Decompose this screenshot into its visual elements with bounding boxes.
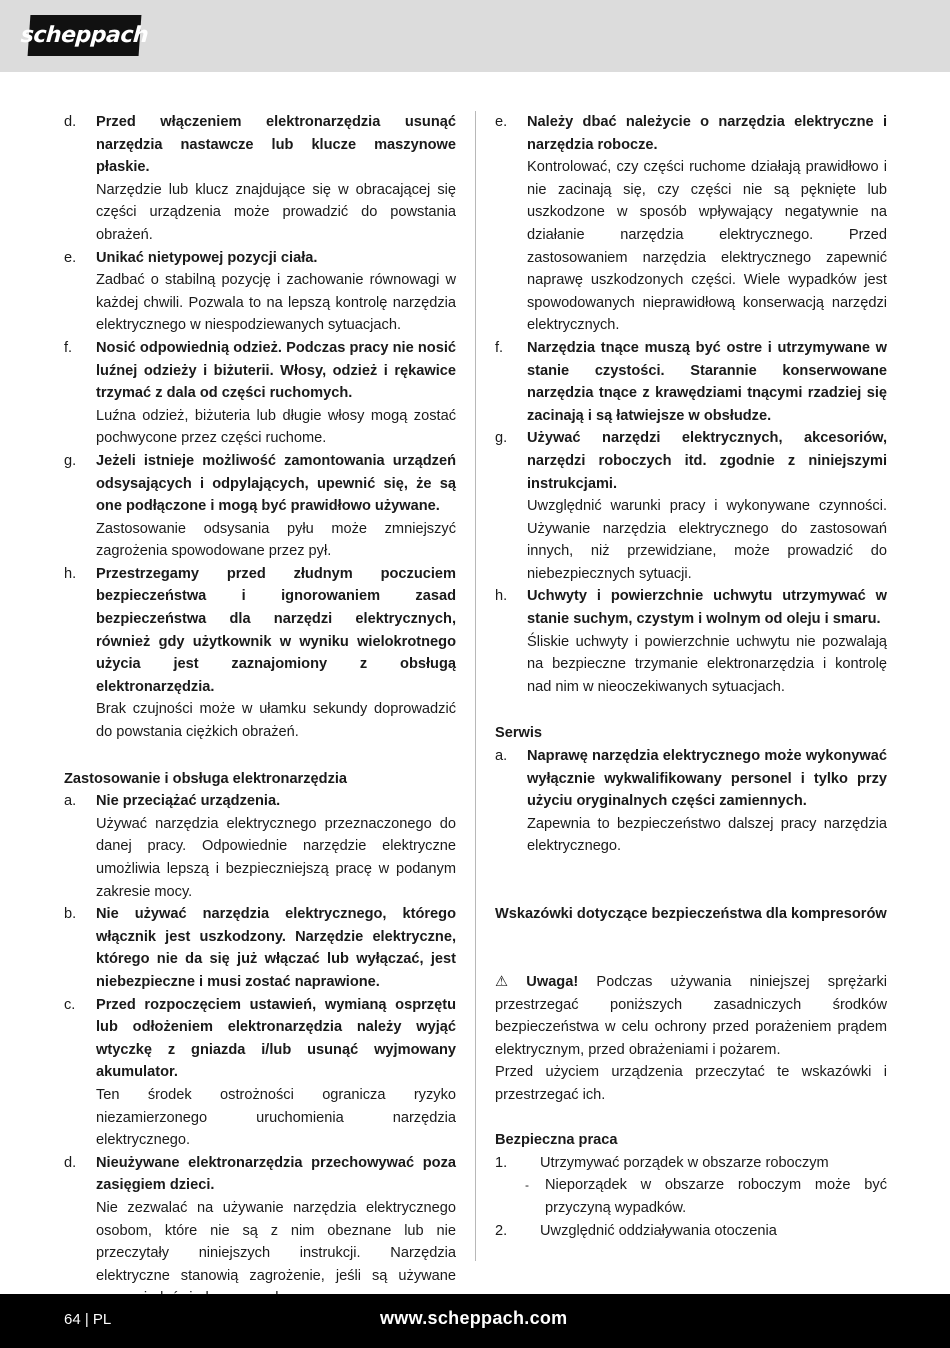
item-number: 1.	[495, 1154, 508, 1171]
item-text: Ten środek ostrożności ogranicza ryzyko niezamierzonego uruchomienia narzędzia elektrycznego.	[96, 1086, 456, 1149]
item-text: Uwzględnić warunki pracy i wykonywane czynności. Używanie narzędzia elektrycznego do zastosowań innych, niż przewidziane, może prowadzić do niebezpiecznych sytuacji.	[527, 498, 887, 582]
right-safety-item	[495, 111, 887, 337]
usage-item	[64, 994, 456, 1152]
column-divider	[475, 111, 476, 1261]
footer-url: www.scheppach.com	[380, 1308, 568, 1328]
item-heading: Nieużywane elektronarzędzia przechowywać poza zasięgiem dzieci.	[96, 1154, 456, 1194]
item-text: Używać narzędzia elektrycznego przeznaczonego do danej pracy. Odpowiednie narzędzie elektryczne umożliwia lepszą i bezpieczniejszą pracę w podanym zakresie mocy.	[96, 815, 456, 900]
item-text: Uwzględnić oddziaływania otoczenia	[540, 1222, 777, 1239]
left-safety-item	[64, 450, 456, 563]
item-number: 2.	[495, 1222, 508, 1239]
right-safety-item	[495, 337, 887, 427]
item-letter: b.	[64, 906, 77, 923]
item-heading: Nie używać narzędzia elektrycznego, którego włącznik jest uszkodzony. Narzędzie elektryczne, którego nie da się już włączać lub wyłączać, jest niebezpieczne i musi zostać naprawione.	[96, 906, 456, 990]
left-list-1	[64, 111, 456, 744]
item-heading: Przed rozpoczęciem ustawień, wymianą osprzętu lub odłożeniem elektronarzędzia należy wyjąć wtyczkę z gniazda i/lub usunąć wyjmowany akumulator.	[96, 996, 456, 1081]
right-list-1	[495, 111, 887, 698]
item-text: Zapewnia to bezpieczeństwo dalszej pracy narzędzia elektrycznego.	[527, 815, 887, 855]
item-text: Zadbać o stabilną pozycję i zachowanie równowagi w każdej chwili. Pozwala to na lepszą kontrolę narzędzia elektrycznego w niespodziewanych sytuacjach.	[96, 272, 456, 334]
left-safety-item	[64, 247, 456, 337]
left-column	[64, 111, 456, 1310]
right-column	[495, 111, 887, 1242]
item-letter: e.	[64, 249, 77, 266]
item-letter: e.	[495, 114, 508, 130]
item-heading: Nosić odpowiednią odzież. Podczas pracy nie nosić luźnej odzieży i biżuterii. Włosy, odzież i rękawice trzymać z dala od części ruchomych.	[96, 339, 456, 402]
item-letter: a.	[64, 793, 77, 810]
left-safety-item	[64, 111, 456, 247]
item-letter: g.	[64, 452, 77, 469]
section-title-compressor: Wskazówki dotyczące bezpieczeństwa dla kompresorów	[495, 906, 887, 923]
safe-work-item	[495, 1152, 887, 1175]
item-text: Zastosowanie odsysania pyłu może zmniejszyć zagrożenia spowodowane przez pył.	[96, 520, 456, 560]
item-text: Kontrolować, czy części ruchome działają prawidłowo i nie zacinają się, czy części nie są pęknięte lub uszkodzone w sposób wpływający negatywnie na działanie narzędzia elektrycznego. Przed zastosowaniem narzędzia elektrycznego zapewnić naprawę uszkodzonych części. Wiele wypadków jest spowodowanych nieprawidłową konserwacją narzędzi elektrycznych.	[527, 159, 887, 334]
item-letter: h.	[495, 588, 508, 605]
right-safety-item	[495, 585, 887, 698]
item-letter: d.	[64, 1154, 77, 1171]
service-list	[495, 745, 887, 858]
subitem-text: Nieporządek w obszarze roboczym może być przyczyną wypadków.	[545, 1177, 887, 1216]
left-safety-item	[64, 337, 456, 450]
dash-bullet: -	[525, 1178, 529, 1193]
item-letter: h.	[64, 565, 77, 582]
item-text: Śliskie uchwyty i powierzchnie uchwytu nie pozwalają na bezpieczne trzymanie elektronarzędzia i kontrolę nad nim w nieoczekiwanych sytuacjach.	[527, 633, 887, 695]
item-heading: Jeżeli istnieje możliwość zamontowania urządzeń odsysających i odpylających, upewnić się, że są one podłączone i mogą być prawidłowo używane.	[96, 452, 456, 515]
warning-paragraph	[495, 971, 887, 1061]
page-number: 64 | PL	[64, 1311, 112, 1328]
item-heading: Przestrzegamy przed złudnym poczuciem bezpieczeństwa i ignorowaniem zasad bezpieczeństwa dla narzędzi elektrycznych, również gdy użytkownik w wyniku wielokrotnego użycia jest zaznajomiony z obsługą elektronarzędzia.	[96, 565, 456, 695]
item-text: Nie zezwalać na używanie narzędzia elektrycznego osobom, które nie są z nim obeznane lub nie przeczytały niniejszych instrukcji. Narzędzia elektryczne stanowią zagrożenie, jeśli są używane	[96, 1199, 456, 1284]
item-heading: Nie przeciążać urządzenia.	[96, 793, 281, 810]
item-text: Utrzymywać porządek w obszarze roboczym	[540, 1154, 829, 1171]
section-title-service: Serwis	[495, 725, 543, 742]
warning-triangle-icon: ⚠	[495, 973, 509, 990]
usage-item	[64, 1152, 456, 1310]
section-title-usage: Zastosowanie i obsługa elektronarzędzia	[64, 770, 348, 787]
item-letter: c.	[64, 996, 76, 1013]
warning-text: Podczas używania niniejszej sprężarki przestrzegać poniższych zasadniczych środków bezpieczeństwa w celu ochrony przed porażeniem prądem elektrycznym, przed obrażeniami i pożarem.	[495, 973, 888, 1058]
item-heading: Unikać nietypowej pozycji ciała.	[96, 249, 318, 266]
item-letter: a.	[495, 748, 508, 765]
page-header	[0, 0, 950, 72]
page-footer	[0, 1294, 950, 1348]
item-heading: Używać narzędzi elektrycznych, akcesoriów, narzędzi roboczych itd. zgodnie z niniejszymi instrukcjami.	[527, 430, 887, 492]
safe-work-subitem	[495, 1174, 887, 1219]
scheppach-logo: scheppach	[28, 15, 142, 56]
item-text: Brak czujności może w ułamku sekundy doprowadzić do powstania ciężkich obrażeń.	[96, 701, 456, 741]
safe-work-item	[495, 1220, 887, 1243]
item-heading: Przed włączeniem elektronarzędzia usunąć narzędzia nastawcze lub klucze maszynowe płaskie.	[96, 114, 456, 176]
service-item	[495, 745, 887, 858]
usage-item	[64, 790, 456, 903]
item-heading: Uchwyty i powierzchnie uchwytu utrzymywać w stanie suchym, czystym i wolnym od oleju i smaru.	[527, 588, 887, 628]
usage-item	[64, 903, 456, 993]
item-letter: g.	[495, 430, 508, 447]
left-safety-item	[64, 563, 456, 744]
item-text: Luźna odzież, biżuteria lub długie włosy mogą zostać pochwycone przez części ruchome.	[96, 407, 456, 447]
item-heading: Naprawę narzędzia elektrycznego może wykonywać wyłącznie wykwalifikowany personel i tylko przy użyciu oryginalnych części zamiennych.	[527, 748, 887, 810]
item-heading: Należy dbać należycie o narzędzia elektryczne i narzędzia robocze.	[527, 114, 887, 153]
item-text: Narzędzie lub klucz znajdujące się w obracającej się części urządzenia może prowadzić do powstania obrażeń.	[96, 181, 456, 243]
section-title-safe-work: Bezpieczna praca	[495, 1132, 618, 1149]
item-letter: f.	[64, 339, 73, 356]
right-safety-item	[495, 427, 887, 585]
item-heading: Narzędzia tnące muszą być ostre i utrzymywane w stanie czystości. Starannie konserwowane narzędzia tnące z krawędziami tnącymi rzadziej się zacinają i są łatwiejsze w obsłudze.	[527, 339, 887, 424]
warning-paragraph-2: Przed użyciem urządzenia przeczytać te wskazówki i przestrzegać ich.	[495, 1064, 887, 1103]
safe-work-list	[495, 1152, 887, 1242]
item-letter: d.	[64, 114, 77, 130]
left-list-2	[64, 790, 456, 1310]
warning-label: Uwaga!	[526, 973, 579, 990]
item-letter: f.	[495, 339, 504, 356]
